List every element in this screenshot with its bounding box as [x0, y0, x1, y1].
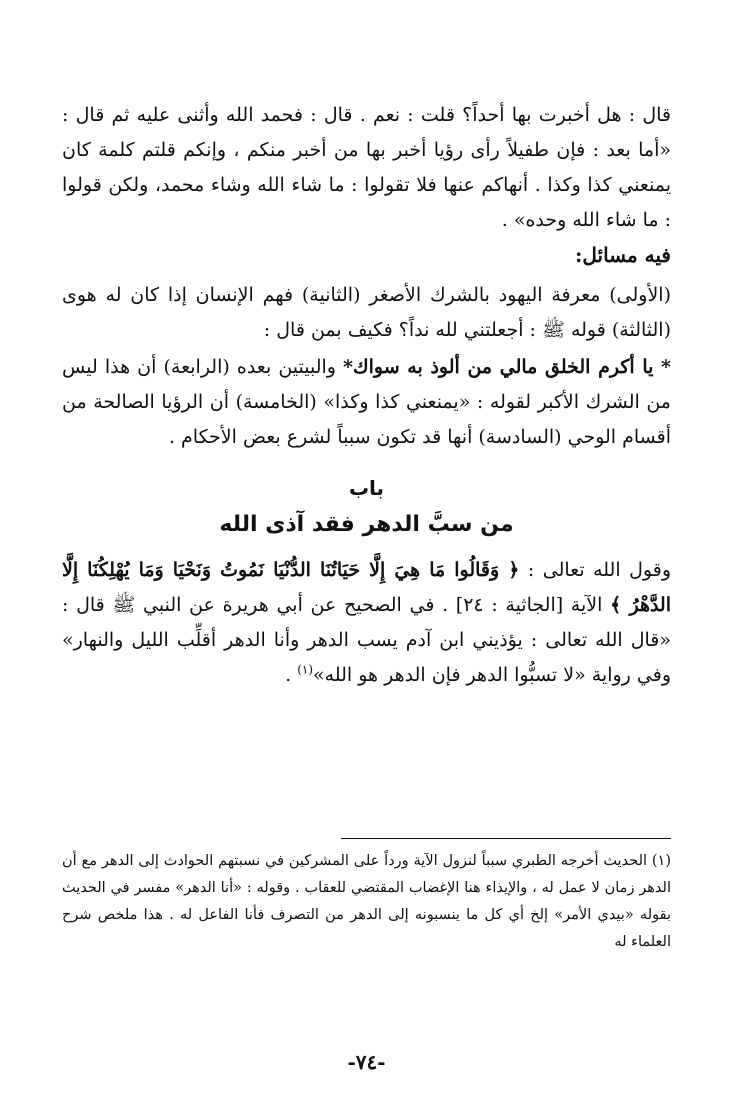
footnote-divider	[341, 838, 671, 839]
paragraph-masail-rest: والبيتين بعده (الرابعة) أن هذا ليس من الشرك الأكبر لقوله : «يمنعني كذا وكذا» (الخامسة) أن الرؤيا الصالحة من أقسام الوحي (السادسة) أنها قد تكون سبباً لشرع بعض الأحكام .	[62, 356, 671, 448]
footnote-text: (١) الحديث أخرجه الطبري سبباً لنزول الآية ورداً على المشركين في نسبتهم الحوادث إلى الدهر مع أن الدهر زمان لا عمل له ، والإيذاء هنا الإغضاب المقتضي للعقاب . وقوله : «أنا الدهر» مفسر في الحديث بقوله «بيدي الأمر» إلخ أي كل ما ينسبونه إلى الدهر من التصرف فأنا الفاعل له . هذا ملخص شرح العلماء له	[62, 853, 671, 950]
footnote-reference: (١)	[297, 662, 314, 677]
chapter-title: من سبَّ الدهر فقد آذى الله	[219, 512, 514, 537]
paragraph-masail-continued	[62, 350, 671, 455]
poem-verse-quote: * يا أكرم الخلق مالي من ألوذ به سواك*	[343, 356, 671, 378]
section-heading-masail: فيه مسائل:	[574, 243, 671, 267]
paragraph-masail-list: (الأولى) معرفة اليهود بالشرك الأصغر (الثانية) فهم الإنسان إذا كان له هوى (الثالثة) قوله ﷺ : أجعلتني لله نداً؟ فكيف بمن قال :	[62, 284, 671, 341]
quran-verse: ﴿ وَقَالُوا مَا هِيَ إِلَّا حَيَاتُنَا الدُّنْيَا نَمُوتُ وَنَحْيَا وَمَا يُهْلِكُنَا إِلَّا الدَّهْرُ ﴾	[62, 559, 672, 616]
sentence-end: .	[285, 664, 298, 686]
chapter-label: باب	[348, 476, 385, 500]
paragraph-hadith-ending: قال : هل أخبرت بها أحداً؟ قلت : نعم . قال : فحمد الله وأثنى عليه ثم قال : «أما بعد : فإن طفيلاً رأى رؤيا أخبر بها من أخبر منكم ، وإنكم قلتم كلمة كان يمنعني كذا وكذا . أنهاكم عنها فلا تقولوا : ما شاء الله وشاء محمد، ولكن قولوا : ما شاء الله وحده» .	[62, 104, 671, 231]
page-body	[62, 98, 671, 693]
hadith-text: الآية [الجاثية : ٢٤] . في الصحيح عن أبي هريرة عن النبي ﷺ قال : «قال الله تعالى : يؤذيني ابن آدم يسب الدهر وأنا الدهر أقلِّب الليل والنهار» وفي رواية «لا تسبُّوا الدهر فإن الدهر هو الله»	[62, 594, 671, 686]
page-number: -٧٤-	[347, 1050, 386, 1074]
paragraph-chapter-text	[62, 553, 671, 693]
quran-intro: وقول الله تعالى :	[519, 559, 671, 581]
